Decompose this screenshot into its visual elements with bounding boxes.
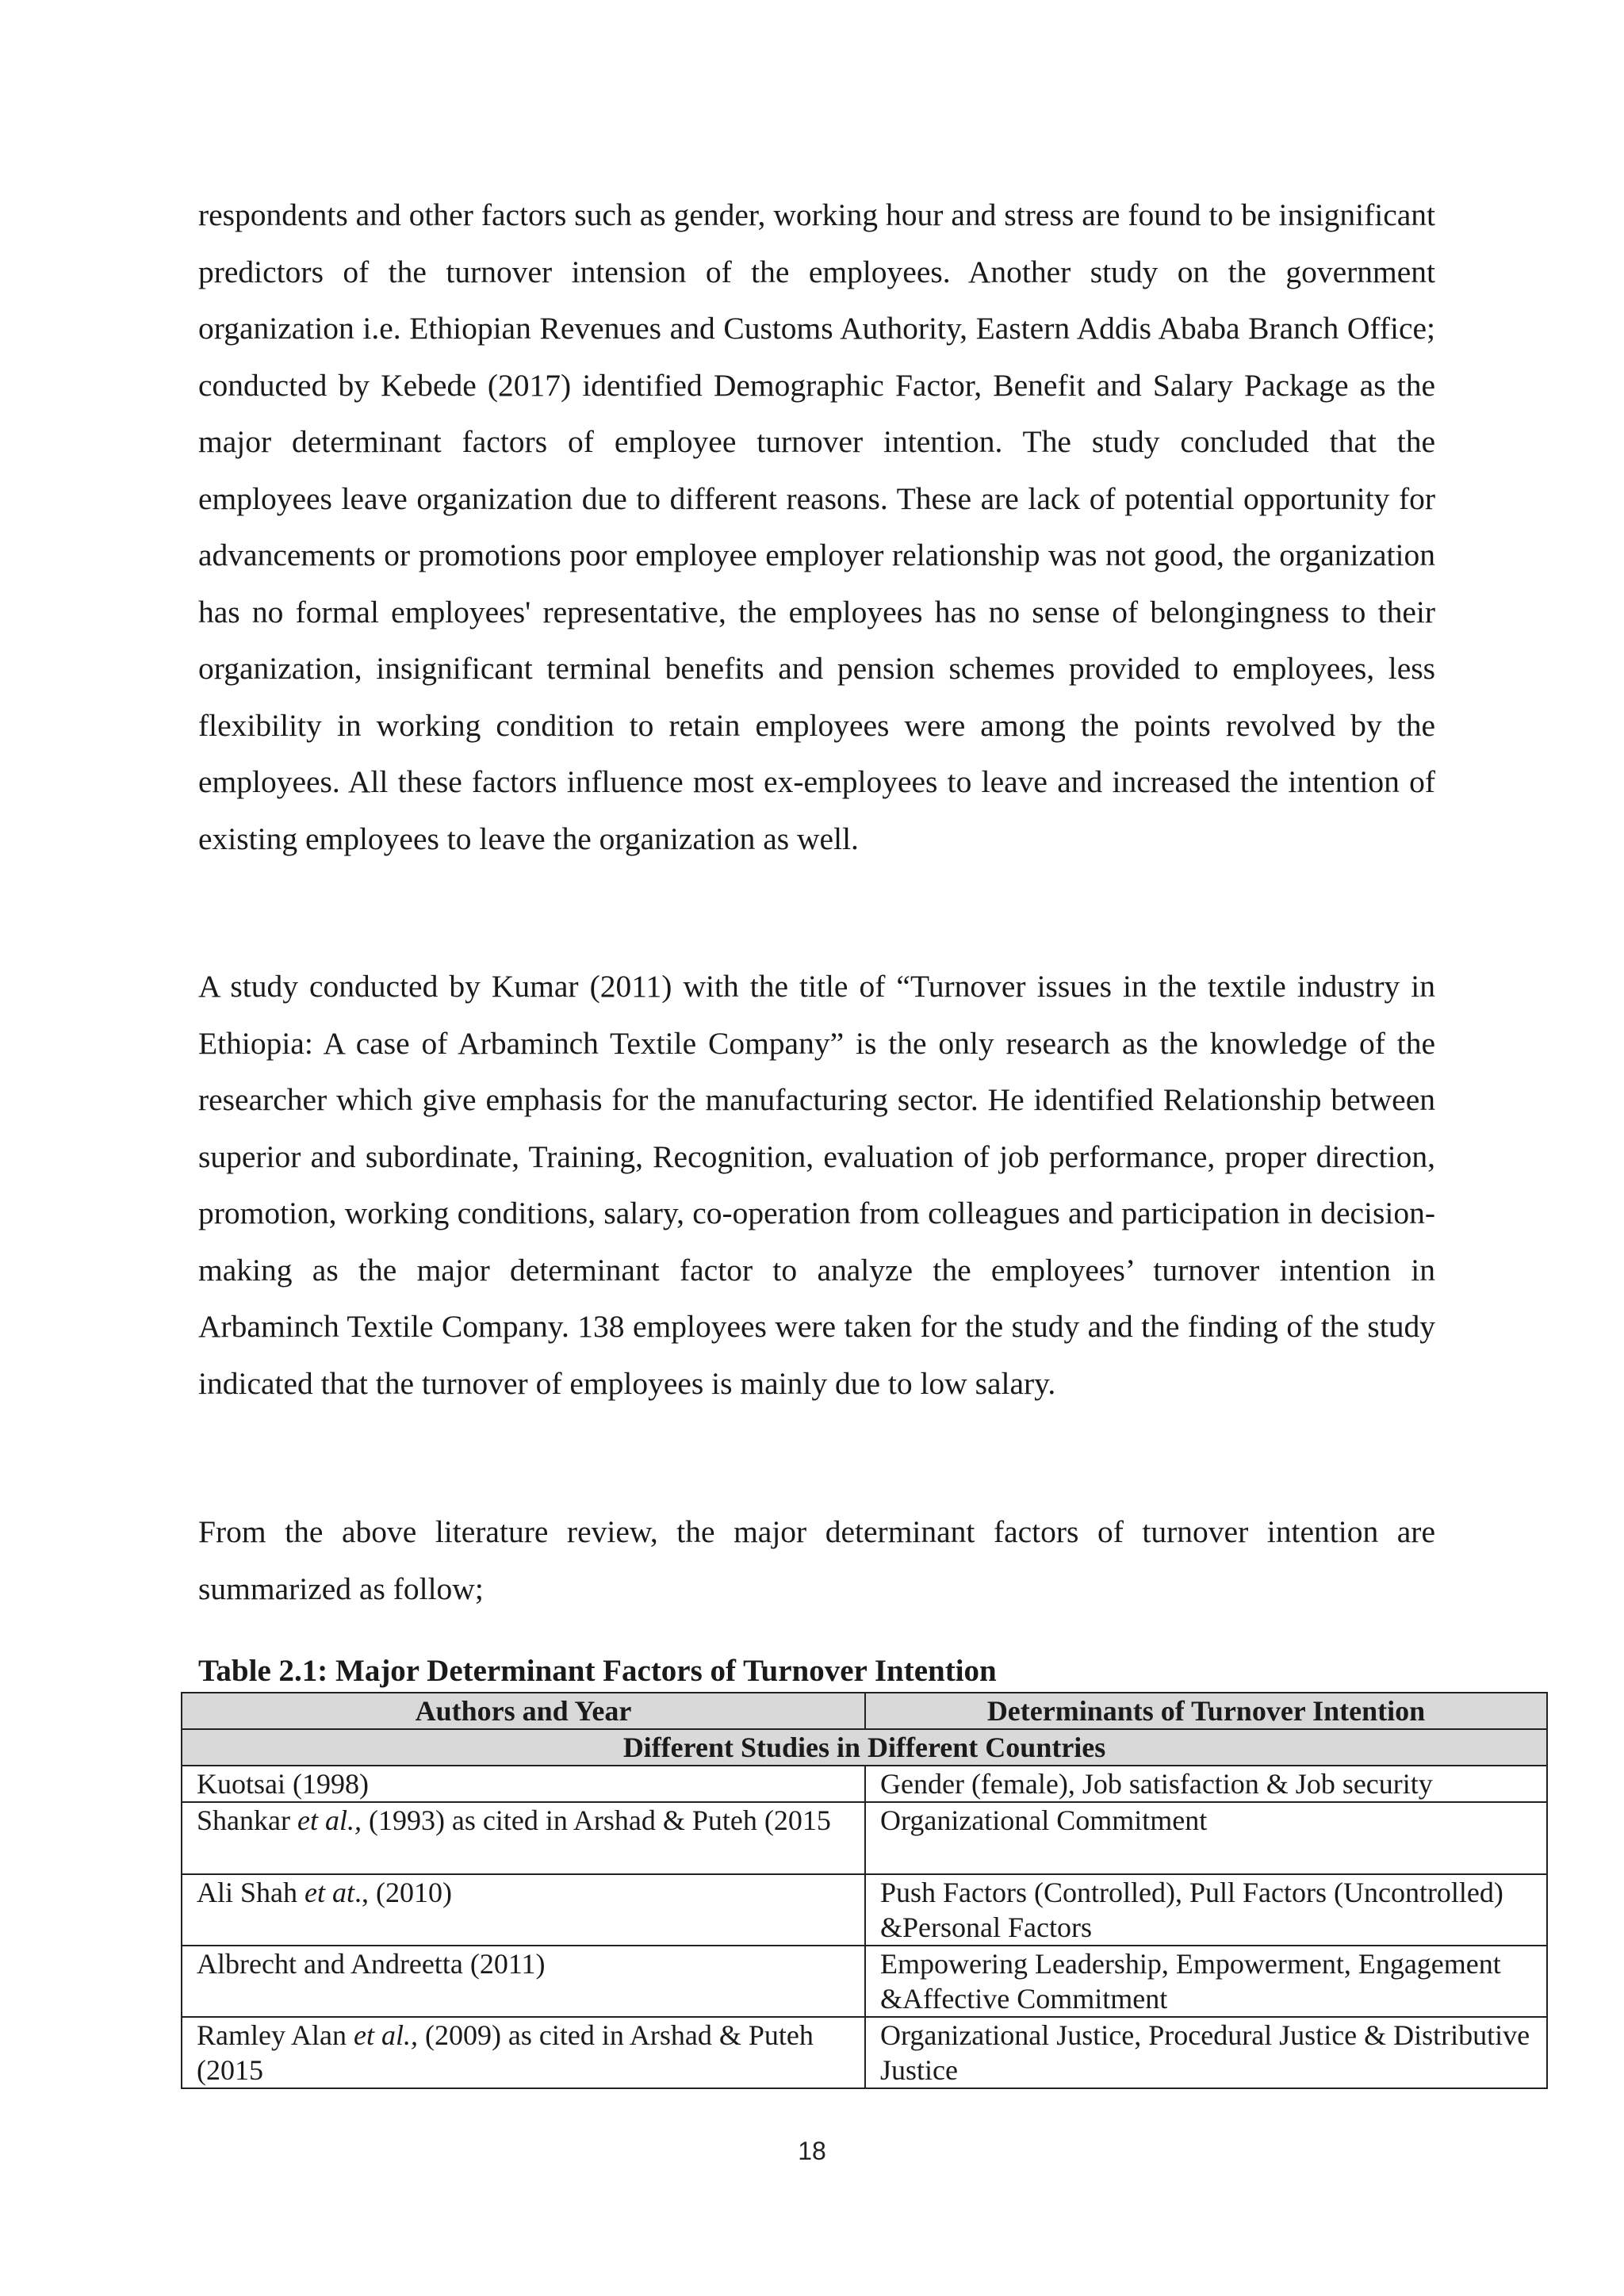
table-row [182,1802,1547,1874]
author-rest: ., (2010) [354,1877,452,1908]
body-paragraph-2: A study conducted by Kumar (2011) with the title of “Turnover issues in the textile industry in Ethiopia: A case of Arbaminch Textile Company” is the only research as the knowledge of the researcher which give emphasis for the manufacturing sector. He identified Relationship between superior and subordinate, Training, Recognition, evaluation of job performance, proper direction, promotion, working conditions, salary, co-operation from colleagues and participation in decision-making as the major determinant factor to analyze the employees’ turnover intention in Arbaminch Textile Company. 138 employees were taken for the study and the finding of the study indicated that the turnover of employees is mainly due to low salary. [198,969,1435,1401]
author-name: Ali Shah [197,1877,305,1908]
table-row [182,2017,1547,2088]
subheader-different-studies: Different Studies in Different Countries [182,1729,1547,1766]
author-etal: et at [304,1877,354,1908]
author-rest: (1993) as cited in Arshad & Puteh (2015 [361,1804,831,1836]
body-paragraph-3: From the above literature review, the major determinant factors of turnover intention are summarized as follow; [198,1514,1435,1606]
cell-determinants: Organizational Justice, Procedural Justice & Distributive Justice [865,2017,1547,2088]
table-header-row [182,1693,1547,1729]
author-name: Shankar [197,1804,297,1836]
body-paragraph-1: respondents and other factors such as gender, working hour and stress are found to be insignificant predictors of the turnover intension of the employees. Another study on the government organization i.e. Ethiopian Revenues and Customs Authority, Eastern Addis Ababa Branch Office; conducted by Kebede (2017) identified Demographic Factor, Benefit and Salary Package as the major determinant factors of employee turnover intention. The study concluded that the employees leave organization due to different reasons. These are lack of potential opportunity for advancements or promotions poor employee employer relationship was not good, the organization has no formal employees' representative, the employees has no sense of belongingness to their organization, insignificant terminal benefits and pension schemes provided to employees, less flexibility in working condition to retain employees were among the points revolved by the employees. All these factors influence most ex-employees to leave and increased the intention of existing employees to leave the organization as well. [198,197,1435,856]
author-rest: (2009) as cited in Arshad & Puteh (2015 [197,2019,814,2086]
table-subheader-row [182,1729,1547,1766]
cell-determinants: Empowering Leadership, Empowerment, Engagement &Affective Commitment [865,1946,1547,2017]
cell-author: Albrecht and Andreetta (2011) [182,1946,865,2017]
header-authors: Authors and Year [182,1693,865,1729]
cell-determinants: Push Factors (Controlled), Pull Factors (Uncontrolled) &Personal Factors [865,1874,1547,1946]
cell-determinants: Gender (female), Job satisfaction & Job security [865,1766,1547,1802]
cell-author [182,1874,865,1946]
table-caption: Table 2.1: Major Determinant Factors of Turnover Intention [198,1654,997,1688]
table-row [182,1874,1547,1946]
determinants-table [181,1692,1548,2089]
cell-determinants: Organizational Commitment [865,1802,1547,1874]
author-etal: et al., [353,2019,418,2051]
page-number: 18 [798,2137,826,2165]
cell-author [182,2017,865,2088]
author-etal: et al., [297,1804,362,1836]
table-row [182,1946,1547,2017]
cell-author: Kuotsai (1998) [182,1766,865,1802]
table-row [182,1766,1547,1802]
author-name: Ramley Alan [197,2019,354,2051]
header-determinants: Determinants of Turnover Intention [865,1693,1547,1729]
cell-author [182,1802,865,1874]
